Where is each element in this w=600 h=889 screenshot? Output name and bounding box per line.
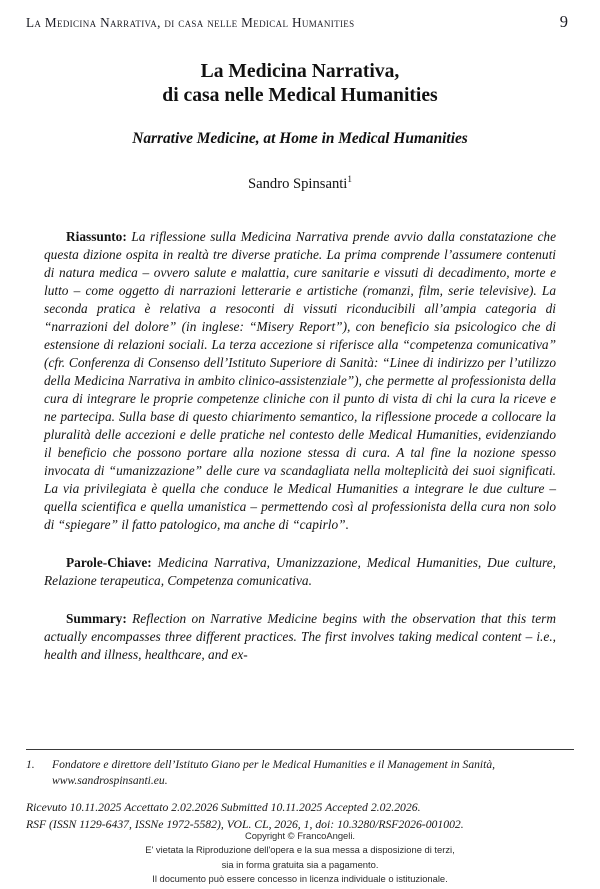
keywords-text: Medicina Narrativa, Umanizzazione, Medical Humanities, Due culture, Relazione terapeutica, Competenza comunicativa.	[44, 554, 556, 588]
keywords-paragraph	[44, 554, 556, 590]
running-head-title: La Medicina Narrativa, di casa nelle Medical Humanities	[26, 15, 355, 30]
title-line-1: La Medicina Narrativa,	[200, 61, 400, 82]
author-name: Sandro Spinsanti	[248, 176, 348, 192]
journal-issn-doi-line: RSF (ISSN 1129-6437, ISSNe 1972-5582), VOL. CL, 2026, 1, doi: 10.3280/RSF2026-001002.	[26, 817, 464, 831]
author-byline	[50, 176, 550, 193]
title-line-2: di casa nelle Medical Humanities	[162, 85, 438, 107]
page-title	[50, 60, 550, 108]
summary-text: Reflection on Narrative Medicine begins with the observation that this term actually encompasses three different practices. The first involves taking medical content – i.e., health and illness, healthcare, and ex-	[44, 611, 556, 663]
footnote-number: 1.	[26, 758, 35, 771]
title-block	[50, 60, 550, 149]
copyright-line-2: E' vietata la Riproduzione dell'opera e la sua messa a disposizione di terzi,	[145, 844, 455, 856]
summary-paragraph	[44, 610, 556, 664]
footnote-text: Fondatore e direttore dell’Istituto Giano per le Medical Humanities e il Management in Sanità, www.sandrospinsanti.eu.	[52, 758, 496, 787]
running-head	[26, 12, 574, 34]
title-subtitle-english: Narrative Medicine, at Home in Medical Humanities	[132, 130, 468, 148]
summary-label: Summary:	[66, 611, 127, 627]
footnote-separator-rule	[26, 749, 574, 750]
copyright-line-4: Il documento può essere concesso in licenza individuale o istituzionale.	[152, 872, 448, 884]
copyright-line-3: sia in forma gratuita sia a pagamento.	[221, 858, 379, 870]
page-number: 9	[559, 12, 568, 31]
journal-dates-line: Ricevuto 10.11.2025 Accettato 2.02.2026 Submitted 10.11.2025 Accepted 2.02.2026.	[26, 801, 421, 814]
abstract-text: La riflessione sulla Medicina Narrativa prende avvio dalla constatazione che questa dizione ospita in realtà tre diverse pratiche. La prima comprende l’assumere contenuti di natura medica – ovvero salute e malattia, cure sanitarie e vissuti di decadimento, morte e lutto – come oggetto di narrazioni letterarie e artistiche (romanzi, film, serie televisive). La seconda pratica è relativa a resoconti di vissuti riconducibili all’ampia categoria di “narrazioni del dolore” (in inglese: “Misery Report”), con beneficio sia psicologico che di estensione di relazioni sociali. La terza accezione si riferisce alla “competenza comunicativa” (cfr. Conferenza di Consenso dell’Istituto Superiore di Sanità: “Linee di indirizzo per l’utilizzo della Medicina Narrativa in ambito clinico-assistenziale”), che permette al professionista della cura di integrare le proprie competenze cliniche con il punto di vista di chi la cura la riceve e ne partecipa. Sulla base di questo chiarimento semantico, la riflessione procede a collocare la pluralità delle accezioni e delle pratiche nel contesto delle Medical Humanities, evidenziando il beneficio che possono portare alla nozione stessa di cura. A tal fine la nozione spesso invocata di “umanizzazione” delle cure va scandagliata nella molteplicità dei suoi significati. La via privilegiata è quella che conduce le Medical Humanities a integrare le due culture – quella scientifica e quella umanistica – permettendo così al professionista della cura non solo di “spiegare” il fatto patologico, ma anche di “capirlo”.	[44, 229, 556, 532]
author-footnote-marker: 1	[347, 174, 352, 185]
abstract-area	[44, 228, 556, 664]
copyright-line-1: Copyright © FrancoAngeli.	[244, 830, 356, 841]
keywords-label: Parole-Chiave:	[66, 554, 152, 570]
copyright-notice	[0, 829, 600, 886]
footnote	[26, 757, 600, 789]
abstract-label: Riassunto:	[66, 229, 127, 244]
abstract-paragraph	[44, 228, 556, 533]
